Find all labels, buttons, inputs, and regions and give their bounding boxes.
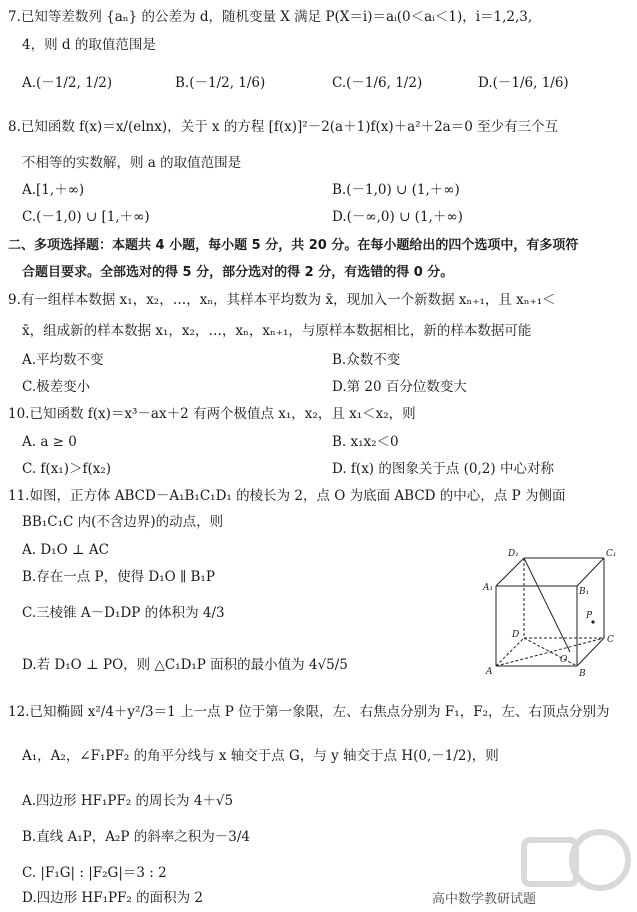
q12-option-b: B.直线 A₁P，A₂P 的斜率之积为－3/4 <box>22 829 251 845</box>
q11-option-a: A. D₁O ⊥ AC <box>22 542 109 558</box>
cube-figure <box>482 544 622 679</box>
section2-heading-line2: 合题目要求。全部选对的得 5 分，部分选对的得 2 分，有选错的得 0 分。 <box>22 265 454 280</box>
q9-option-d: D.第 20 百分位数变大 <box>332 379 467 395</box>
q10-option-b: B. x₁x₂＜0 <box>332 434 399 450</box>
q11-option-d: D.若 D₁O ⊥ PO，则 △C₁D₁P 面积的最小值为 4√5/5 <box>22 657 348 673</box>
watermark-logo-icon <box>520 818 632 908</box>
label-d: D <box>512 630 520 640</box>
q8-stem-line1: 8.已知函数 f(x)＝x/(elnx)，关于 x 的方程 [f(x)]²－2(a＋1)f(x)＋a²＋2a＝0 至少有三个互 <box>8 119 559 135</box>
q7-option-d: D.(－1/6, 1/6) <box>478 75 569 91</box>
label-a1: A₁ <box>483 583 494 593</box>
label-b: B <box>579 669 586 679</box>
q8-option-d: D.(－∞,0) ∪ (1,＋∞) <box>332 209 463 225</box>
watermark-text: 高中数学教研试题 <box>432 892 537 907</box>
q8-stem-line2: 不相等的实数解，则 a 的取值范围是 <box>22 155 242 171</box>
q12-stem-line2: A₁，A₂，∠F₁PF₂ 的角平分线与 x 轴交于点 G，与 y 轴交于点 H(0,－1/2)，则 <box>22 748 499 764</box>
q9-option-b: B.众数不变 <box>332 352 401 368</box>
q11-stem-line2: BB₁C₁C 内(不含边界)的动点，则 <box>22 514 224 530</box>
label-a: A <box>486 667 493 677</box>
q7-option-c: C.(－1/6, 1/2) <box>332 75 423 91</box>
q9-option-a: A.平均数不变 <box>22 352 104 368</box>
q12-option-a: A.四边形 HF₁PF₂ 的周长为 4＋√5 <box>22 793 234 809</box>
label-b1: B₁ <box>579 587 590 597</box>
q8-option-c: C.(－1,0) ∪ [1,＋∞) <box>22 209 150 225</box>
label-p: P <box>586 611 593 621</box>
q10-option-c: C. f(x₁)＞f(x₂) <box>22 461 112 477</box>
q9-stem-line1: 9.有一组样本数据 x₁，x₂，…，xₙ，其样本平均数为 x̄，现加入一个新数据 xₙ₊₁，且 xₙ₊₁＜ <box>8 292 556 308</box>
q12-option-d: D.四边形 HF₁PF₂ 的面积为 2 <box>22 890 204 906</box>
section2-heading-line1: 二、多项选择题：本题共 4 小题，每小题 5 分，共 20 分。在每小题给出的四个选项中，有多项符 <box>8 238 579 253</box>
label-d1: D₁ <box>508 549 519 559</box>
q11-stem-line1: 11.如图，正方体 ABCD－A₁B₁C₁D₁ 的棱长为 2，点 O 为底面 ABCD 的中心，点 P 为侧面 <box>8 488 566 504</box>
label-c: C <box>607 635 614 645</box>
q12-stem-line1: 12.已知椭圆 x²/4＋y²/3＝1 上一点 P 位于第一象限，左、右焦点分别为 F₁，F₂，左、右顶点分别为 <box>8 704 610 720</box>
q10-option-a: A. a ≥ 0 <box>22 434 77 450</box>
q11-option-c: C.三棱锥 A－D₁DP 的体积为 4/3 <box>22 605 225 621</box>
q8-option-b: B.(－1,0) ∪ (1,＋∞) <box>332 182 460 198</box>
q9-stem-line2: x̄，组成新的样本数据 x₁，x₂，…，xₙ，xₙ₊₁，与原样本数据相比，新的样本数据可能 <box>22 323 532 339</box>
q8-option-a: A.[1,＋∞) <box>22 182 85 198</box>
label-o: O <box>560 655 568 665</box>
q7-stem-line1: 7.已知等差数列 {aₙ} 的公差为 d，随机变量 X 满足 P(X＝i)＝aᵢ(0＜aᵢ＜1)，i＝1,2,3, <box>8 9 533 25</box>
q10-stem: 10.已知函数 f(x)＝x³－ax＋2 有两个极值点 x₁，x₂，且 x₁＜x₂，则 <box>8 406 416 422</box>
q10-option-d: D. f(x) 的图象关于点 (0,2) 中心对称 <box>332 461 554 477</box>
q7-stem-line2: 4，则 d 的取值范围是 <box>22 37 156 53</box>
q7-option-a: A.(－1/2, 1/2) <box>22 75 113 91</box>
q11-option-b: B.存在一点 P，使得 D₁O ∥ B₁P <box>22 569 215 585</box>
label-c1: C₁ <box>606 549 617 559</box>
q12-option-c: C. |F₁G| : |F₂G|＝3 : 2 <box>22 865 167 881</box>
q9-option-c: C.极差变小 <box>22 379 91 395</box>
q7-option-b: B.(－1/2, 1/6) <box>175 75 266 91</box>
